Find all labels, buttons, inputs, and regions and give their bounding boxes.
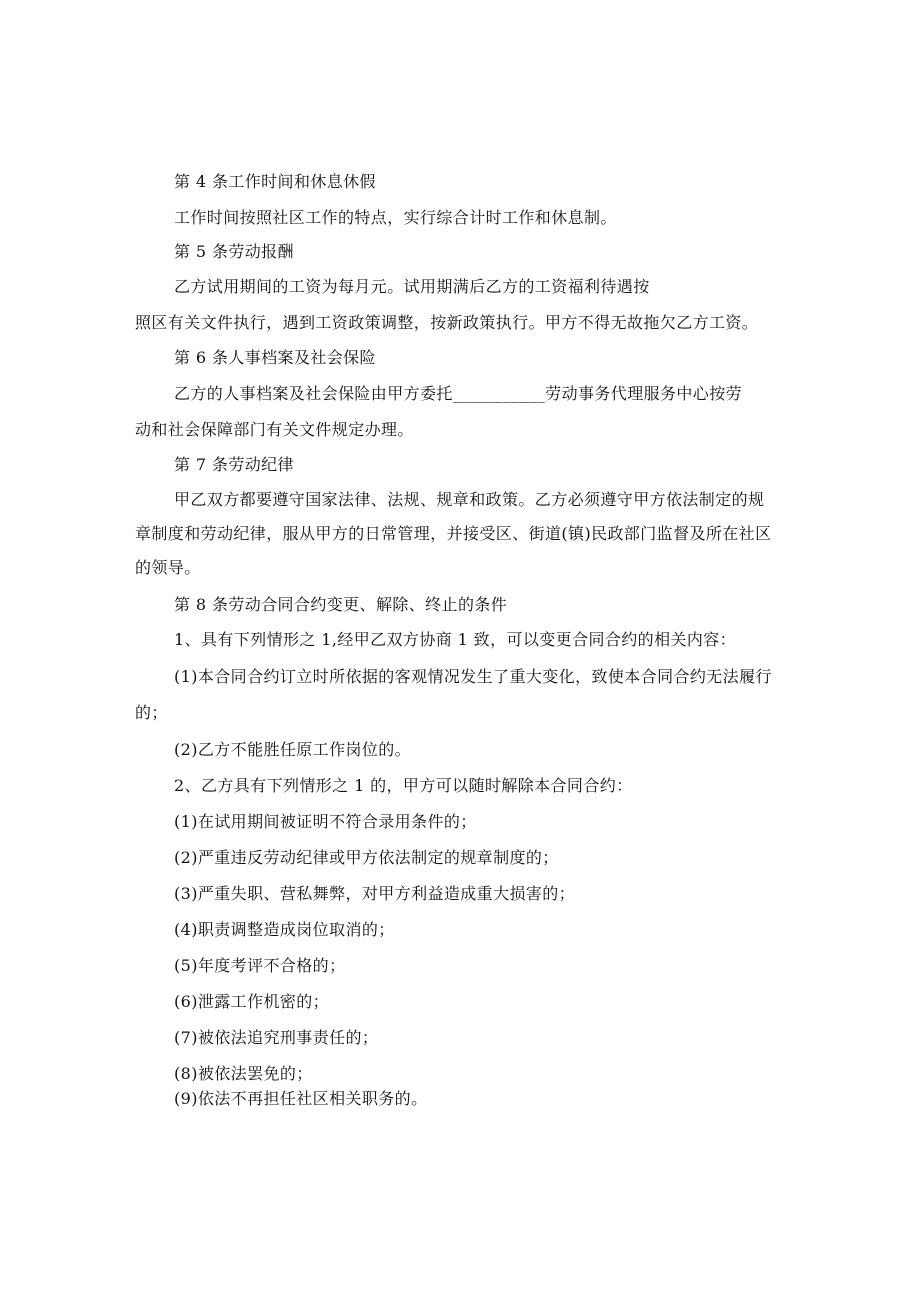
article-8-item-2-4: (4)职责调整造成岗位取消的； xyxy=(174,920,395,939)
article-8-item-2-6: (6)泄露工作机密的； xyxy=(174,992,330,1011)
article-8-item-1-1-line2: 的； xyxy=(135,703,168,722)
article-6-heading: 第 6 条人事档案及社会保险 xyxy=(174,348,376,367)
article-6-text-line2: 动和社会保障部门有关文件规定办理。 xyxy=(135,420,414,439)
article-8-item-2-1: (1)在试用期间被证明不符合录用条件的； xyxy=(174,812,477,831)
article-8-item-2-7: (7)被依法追究刑事责任的； xyxy=(174,1028,379,1047)
article-5-text-line2: 照区有关文件执行，遇到工资政策调整，按新政策执行。甲方不得无故拖欠乙方工资。 xyxy=(135,313,759,332)
article-8-item-2-8: (8)被依法罢免的； xyxy=(174,1064,313,1083)
article-7-text-line1: 甲乙双方都要遵守国家法律、法规、规章和政策。乙方必须遵守甲方依法制定的规 xyxy=(174,490,765,509)
article-7-text-line2: 章制度和劳动纪律，服从甲方的日常管理，并接受区、街道(镇)民政部门监督及所在社区 xyxy=(135,524,772,543)
article-4-heading: 第 4 条工作时间和休息休假 xyxy=(174,172,376,191)
article-8-clause-1: 1、具有下列情形之 1,经甲乙双方协商 1 致，可以变更合同合约的相关内容： xyxy=(174,630,737,649)
article-7-heading: 第 7 条劳动纪律 xyxy=(174,455,294,474)
article-8-item-2-5: (5)年度考评不合格的； xyxy=(174,956,346,975)
article-8-item-2-3: (3)严重失职、营私舞弊，对甲方利益造成重大损害的； xyxy=(174,884,576,903)
article-8-item-1-2: (2)乙方不能胜任原工作岗位的。 xyxy=(174,740,412,759)
article-5-heading: 第 5 条劳动报酬 xyxy=(174,242,294,261)
article-8-item-1-1-line1: (1)本合同合约订立时所依据的客观情况发生了重大变化，致使本合同合约无法履行 xyxy=(174,667,772,686)
article-6-text-line1: 乙方的人事档案及社会保险由甲方委托___________劳动事务代理服务中心按劳 xyxy=(174,384,743,403)
article-8-heading: 第 8 条劳动合同合约变更、解除、终止的条件 xyxy=(174,595,508,614)
article-8-item-2-2: (2)严重违反劳动纪律或甲方依法制定的规章制度的； xyxy=(174,848,559,867)
article-8-item-2-9: (9)依法不再担任社区相关职务的。 xyxy=(174,1089,428,1108)
article-5-text-line1: 乙方试用期间的工资为每月元。试用期满后乙方的工资福利待遇按 xyxy=(174,277,650,296)
article-4-text: 工作时间按照社区工作的特点，实行综合计时工作和休息制。 xyxy=(174,208,617,227)
article-8-clause-2: 2、乙方具有下列情形之 1 的，甲方可以随时解除本合同合约： xyxy=(174,776,633,795)
article-7-text-line3: 的领导。 xyxy=(135,558,201,577)
